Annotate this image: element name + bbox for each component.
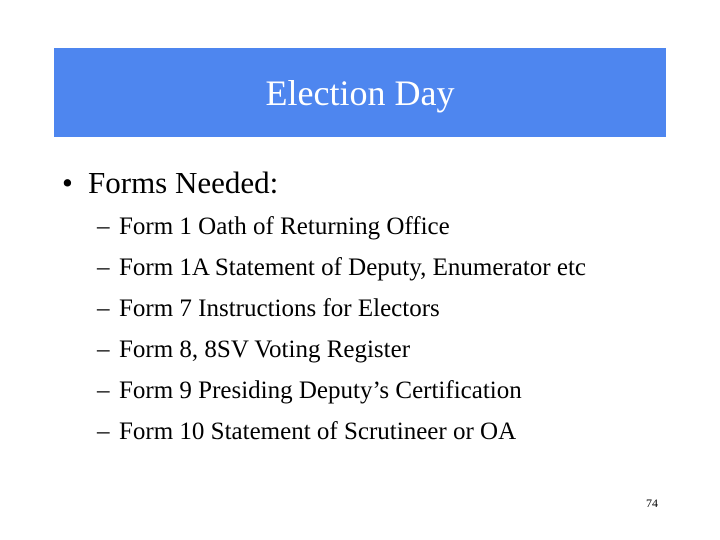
dash-icon: – xyxy=(97,336,110,363)
list-item-text: Form 1 Oath of Returning Office xyxy=(119,213,450,240)
dash-icon: – xyxy=(97,254,110,281)
list-item-text: Form 8, 8SV Voting Register xyxy=(119,336,411,363)
slide-title: Election Day xyxy=(265,72,455,113)
list-item xyxy=(97,247,586,288)
list-item xyxy=(97,329,586,370)
title-bar xyxy=(54,48,666,137)
dash-icon: – xyxy=(97,295,110,322)
forms-list xyxy=(97,206,586,452)
dash-icon: – xyxy=(97,377,110,404)
list-item-text: Form 10 Statement of Scrutineer or OA xyxy=(119,418,517,445)
list-item xyxy=(97,370,586,411)
list-item-text: Form 9 Presiding Deputy’s Certification xyxy=(119,377,522,404)
list-item xyxy=(97,288,586,329)
list-item xyxy=(97,206,586,247)
list-item xyxy=(97,411,586,452)
main-bullet-text: Forms Needed: xyxy=(88,165,279,200)
main-bullet xyxy=(62,165,278,201)
list-item-text: Form 7 Instructions for Electors xyxy=(119,295,440,322)
bullet-icon: • xyxy=(62,165,73,200)
dash-icon: – xyxy=(97,213,110,240)
list-item-text: Form 1A Statement of Deputy, Enumerator etc xyxy=(119,254,587,281)
page-number: 74 xyxy=(646,496,658,510)
dash-icon: – xyxy=(97,418,110,445)
